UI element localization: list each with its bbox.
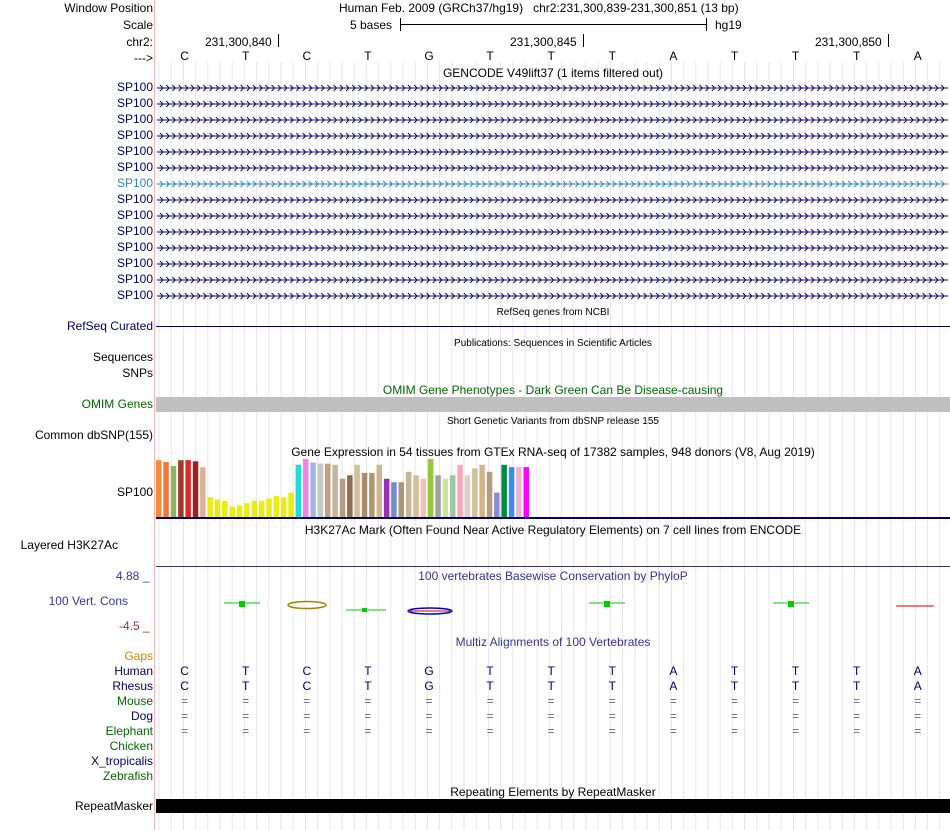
alignment-base: C <box>180 679 189 693</box>
alignment-base: = <box>669 709 677 723</box>
multiz-species-label[interactable]: Elephant <box>105 724 153 738</box>
gtex-tissue-bar <box>494 493 500 517</box>
dbsnp-track-label[interactable]: Common dbSNP(155) <box>34 428 153 442</box>
gtex-tissue-bar <box>222 501 228 517</box>
gtex-tissue-bar <box>465 475 471 517</box>
phylop-score-mark <box>604 601 610 607</box>
scale-bar-right-tick <box>706 18 707 31</box>
gtex-expression-chart[interactable] <box>0 458 950 520</box>
gtex-tissue-bar <box>435 475 441 517</box>
refseq-track-label[interactable]: RefSeq Curated <box>66 319 153 333</box>
dbsnp-track-title[interactable]: Short Genetic Variants from dbSNP release 155 <box>447 416 659 427</box>
chr-label: chr2: <box>126 35 153 49</box>
gencode-transcript-label[interactable]: SP100 <box>116 144 153 158</box>
gencode-transcript-label[interactable]: SP100 <box>116 176 153 190</box>
alignment-base: C <box>302 664 312 678</box>
gtex-tissue-bar <box>354 465 360 517</box>
gtex-tissue-bar <box>230 507 236 517</box>
alignment-base: = <box>364 709 372 723</box>
h3k27ac-track-title[interactable]: H3K27Ac Mark (Often Found Near Active Regulatory Elements) on 7 cell lines from ENCODE <box>304 523 802 537</box>
alignment-base: = <box>181 724 189 738</box>
base-letter: G <box>424 49 434 63</box>
alignment-base: = <box>730 694 739 708</box>
multiz-species-label[interactable]: X_tropicalis <box>90 754 153 768</box>
multiz-species-label[interactable]: Mouse <box>116 694 153 708</box>
repeatmasker-track-label[interactable]: RepeatMasker <box>74 799 153 813</box>
gencode-transcripts[interactable] <box>0 80 950 310</box>
gtex-tissue-bar <box>347 475 353 517</box>
gtex-tissue-bar <box>259 501 265 517</box>
genome-text: hg19 <box>715 18 742 32</box>
window-position-label: Window Position <box>64 1 153 15</box>
alignment-base: T <box>486 664 494 678</box>
gtex-tissue-bar <box>325 464 331 517</box>
gtex-tissue-bar <box>200 467 206 517</box>
alignment-base: = <box>792 709 800 723</box>
gtex-tissue-bar <box>391 482 397 517</box>
gtex-tissue-bar <box>163 462 169 517</box>
multiz-species-label[interactable]: Rhesus <box>112 679 153 693</box>
gencode-transcript-label[interactable]: SP100 <box>116 128 153 142</box>
alignment-base: = <box>853 724 861 738</box>
alignment-base: C <box>302 679 312 693</box>
base-letter: C <box>302 49 312 63</box>
alignment-base: = <box>914 709 922 723</box>
omim-track-label[interactable]: OMIM Genes <box>81 397 153 411</box>
alignment-base: = <box>792 724 800 738</box>
base-letter: T <box>791 49 800 63</box>
base-letter: A <box>669 49 678 63</box>
gtex-tissue-bar <box>178 460 184 517</box>
multiz-track-title[interactable]: Multiz Alignments of 100 Vertebrates <box>455 635 651 649</box>
repeatmasker-element-bar[interactable] <box>156 799 950 813</box>
alignment-base: T <box>364 664 372 678</box>
coord-label-1: 231,300,840 <box>205 35 272 49</box>
alignment-base: = <box>730 724 739 738</box>
alignment-base: T <box>547 679 555 693</box>
gtex-tissue-bar <box>193 461 199 517</box>
alignment-base: = <box>242 709 250 723</box>
gencode-transcript-label[interactable]: SP100 <box>116 288 153 302</box>
gtex-tissue-bar <box>428 459 434 517</box>
alignment-base: = <box>486 694 494 708</box>
phylop-track-title[interactable]: 100 vertebrates Basewise Conservation by PhyloP <box>418 569 688 583</box>
base-letter: T <box>730 49 739 63</box>
multiz-species-label[interactable]: Chicken <box>109 739 153 753</box>
refseq-gene-line[interactable] <box>156 326 950 327</box>
phylop-score-mark <box>788 601 794 607</box>
phylop-score-mark <box>288 602 326 609</box>
gtex-tissue-bar <box>421 479 427 517</box>
gtex-tissue-bar <box>450 475 456 517</box>
alignment-base: = <box>547 724 555 738</box>
publications-track-title[interactable]: Publications: Sequences in Scientific Articles <box>454 338 652 349</box>
gtex-tissue-bar <box>288 493 294 517</box>
alignment-base: G <box>424 664 434 678</box>
gtex-tissue-bar <box>274 496 280 517</box>
alignment-base: T <box>853 679 861 693</box>
gtex-tissue-bar <box>516 467 522 517</box>
alignment-base: T <box>364 679 372 693</box>
alignment-base: A <box>913 664 922 678</box>
alignment-base: T <box>608 664 616 678</box>
alignment-base: T <box>791 664 800 678</box>
coord-label-3: 231,300,850 <box>815 35 882 49</box>
scale-bar <box>401 24 706 25</box>
gtex-tissue-bar <box>310 463 316 518</box>
base-letter: T <box>608 49 616 63</box>
phylop-min-label: -4.5 _ <box>119 619 150 633</box>
gtex-tissue-bar <box>171 466 177 517</box>
coord-label-2: 231,300,845 <box>510 35 577 49</box>
alignment-base: C <box>180 664 189 678</box>
alignment-base: = <box>730 709 739 723</box>
scale-text: 5 bases <box>350 18 393 32</box>
alignment-base: = <box>914 694 922 708</box>
gencode-transcript-label[interactable]: SP100 <box>116 208 153 222</box>
base-letter: T <box>486 49 494 63</box>
gtex-tissue-bar <box>237 505 243 517</box>
alignment-base: = <box>547 694 555 708</box>
base-letter: T <box>364 49 372 63</box>
gencode-transcript-label[interactable]: SP100 <box>116 80 153 94</box>
gencode-transcript-label[interactable]: SP100 <box>116 112 153 126</box>
alignment-base: = <box>669 694 677 708</box>
gtex-tissue-bar <box>332 465 338 517</box>
gtex-tissue-bar <box>384 479 390 517</box>
gencode-track-title[interactable]: GENCODE V49lift37 (1 items filtered out) <box>442 66 664 80</box>
gtex-tissue-bar <box>303 459 309 517</box>
gtex-tissue-bar <box>509 467 515 517</box>
gtex-tissue-bar <box>281 497 287 517</box>
data-area-left-border <box>154 0 155 830</box>
alignment-base: = <box>364 694 372 708</box>
gtex-tissue-bar <box>362 473 368 517</box>
gtex-tissue-bar <box>156 460 162 517</box>
alignment-base: = <box>364 724 372 738</box>
alignment-base: = <box>669 724 677 738</box>
gtex-tissue-bar <box>406 472 412 517</box>
gtex-track-label[interactable]: SP100 <box>116 485 153 499</box>
gtex-tissue-bar <box>215 500 221 517</box>
gaps-label: Gaps <box>124 649 153 663</box>
gtex-tissue-bar <box>399 482 405 517</box>
sequences-track-label[interactable]: Sequences <box>92 350 153 364</box>
alignment-base: T <box>608 679 616 693</box>
phylop-score-mark <box>239 601 245 607</box>
phylop-score-mark <box>362 608 367 612</box>
alignment-base: = <box>242 724 250 738</box>
gencode-transcript-label[interactable]: SP100 <box>116 96 153 110</box>
gtex-tissue-bar <box>479 465 485 517</box>
gtex-tissue-bar <box>340 479 346 517</box>
gencode-transcript-label[interactable]: SP100 <box>116 256 153 270</box>
alignment-base: T <box>242 679 250 693</box>
base-letter: T <box>242 49 250 63</box>
alignment-base: T <box>547 664 555 678</box>
alignment-base: A <box>669 679 678 693</box>
alignment-base: A <box>913 679 922 693</box>
scale-bar-left-tick <box>400 18 401 31</box>
multiz-species-label[interactable]: Zebrafish <box>102 769 153 783</box>
gtex-tissue-bar <box>524 467 530 517</box>
alignment-base: = <box>486 709 494 723</box>
base-letter: C <box>180 49 189 63</box>
alignment-base: = <box>425 724 433 738</box>
phylop-max-label: 4.88 _ <box>116 569 150 583</box>
gencode-transcript-label[interactable]: SP100 <box>116 224 153 238</box>
coord-tick-3 <box>888 34 889 47</box>
alignment-base: = <box>181 709 189 723</box>
alignment-base: = <box>303 724 311 738</box>
alignment-base: T <box>791 679 800 693</box>
omim-track-title[interactable]: OMIM Gene Phenotypes - Dark Green Can Be Disease-causing <box>382 383 724 397</box>
gtex-tissue-bar <box>443 479 449 517</box>
gencode-transcript-label[interactable]: SP100 <box>116 192 153 206</box>
gtex-tissue-bar <box>252 501 258 517</box>
phylop-conservation-plot[interactable] <box>0 588 950 628</box>
assembly-position-text: Human Feb. 2009 (GRCh37/hg19) chr2:231,300,839-231,300,851 (13 bp) <box>339 1 739 15</box>
coord-tick-2 <box>583 34 584 47</box>
alignment-base: = <box>792 694 800 708</box>
gtex-tissue-bar <box>487 472 493 517</box>
alignment-base: = <box>547 709 555 723</box>
alignment-base: T <box>853 664 861 678</box>
refseq-track-title[interactable]: RefSeq genes from NCBI <box>496 307 610 318</box>
base-letter: A <box>913 49 922 63</box>
gtex-tissue-bar <box>296 465 302 517</box>
alignment-base: = <box>853 694 861 708</box>
alignment-base: = <box>425 709 433 723</box>
gencode-transcript-label[interactable]: SP100 <box>116 272 153 286</box>
phylop-track-label[interactable]: 100 Vert. Cons <box>48 594 128 608</box>
alignment-base: = <box>853 709 861 723</box>
alignment-base: = <box>486 724 494 738</box>
alignment-base: = <box>608 724 616 738</box>
gtex-tissue-bar <box>472 468 478 517</box>
gtex-tissue-bar <box>369 473 375 517</box>
gtex-tissue-bar <box>413 475 419 517</box>
gencode-transcript-label[interactable]: SP100 <box>116 240 153 254</box>
base-letter: T <box>853 49 861 63</box>
gtex-tissue-bar <box>457 465 463 517</box>
alignment-base: = <box>303 709 311 723</box>
scale-label: Scale <box>122 18 153 32</box>
alignment-base: T <box>730 664 739 678</box>
alignment-base: = <box>181 694 189 708</box>
gtex-track-title[interactable]: Gene Expression in 54 tissues from GTEx RNA-seq of 17382 samples, 948 donors (V8, Aug 2019) <box>291 445 815 459</box>
gtex-tissue-bar <box>244 503 250 517</box>
alignment-base: T <box>730 679 739 693</box>
alignment-base: = <box>303 694 311 708</box>
alignment-base: = <box>425 694 433 708</box>
strand-label: ---> <box>134 51 153 65</box>
alignment-base: A <box>669 664 678 678</box>
base-letter: T <box>547 49 555 63</box>
alignment-base: = <box>914 724 922 738</box>
alignment-base: = <box>608 709 616 723</box>
repeatmasker-track-title[interactable]: Repeating Elements by RepeatMasker <box>450 785 656 799</box>
alignment-base: = <box>242 694 250 708</box>
omim-gene-bar[interactable] <box>156 397 950 412</box>
h3k27ac-baseline <box>156 566 950 567</box>
gtex-tissue-bar <box>207 497 213 517</box>
coord-tick-1 <box>278 34 279 47</box>
multiz-species-label[interactable]: Human <box>114 664 153 678</box>
alignment-base: T <box>242 664 250 678</box>
h3k27ac-track-label[interactable]: Layered H3K27Ac <box>20 538 118 552</box>
gtex-tissue-bar <box>185 460 191 517</box>
multiz-species-label[interactable]: Dog <box>130 709 153 723</box>
gtex-tissue-bar <box>377 465 383 517</box>
gtex-tissue-bar <box>501 465 507 517</box>
alignment-base: G <box>424 679 434 693</box>
alignment-base: = <box>608 694 616 708</box>
gtex-tissue-bar <box>318 464 324 517</box>
alignment-base: T <box>486 679 494 693</box>
snps-track-label[interactable]: SNPs <box>122 366 153 380</box>
gtex-tissue-bar <box>266 498 272 517</box>
gencode-transcript-label[interactable]: SP100 <box>116 160 153 174</box>
